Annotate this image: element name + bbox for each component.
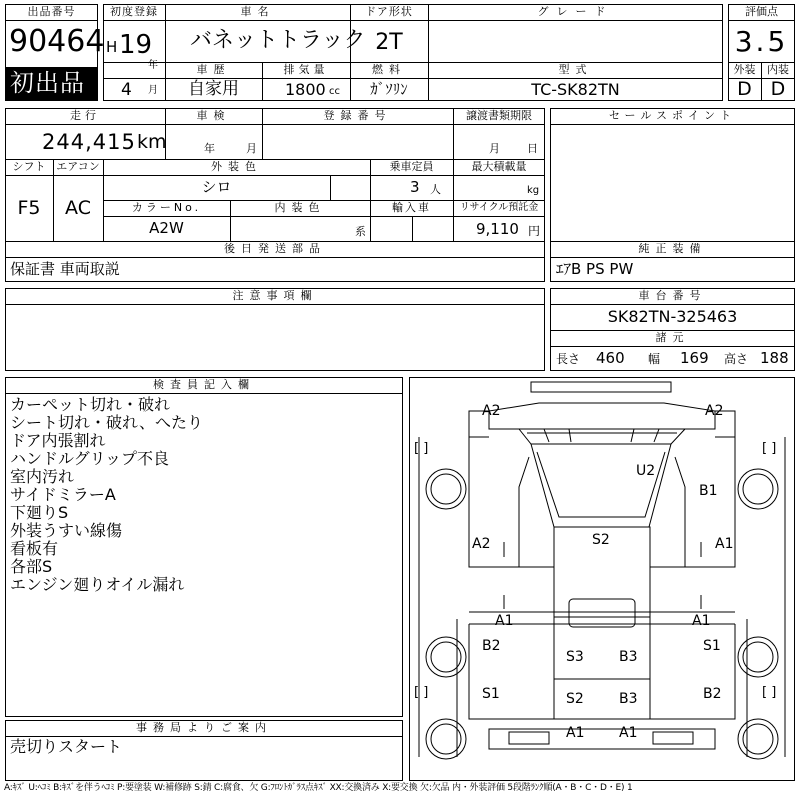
mark-gate-right: B3 — [619, 691, 638, 707]
note-line: シート切れ・破れ、へたり — [10, 413, 203, 432]
mileage-value: 244,415 — [42, 130, 136, 154]
inspection-month-unit: 月 — [246, 142, 257, 155]
mark-front-left: A2 — [482, 403, 501, 419]
model-label: 型式 — [558, 63, 593, 76]
mark-front-right: A2 — [705, 403, 724, 419]
mileage-label: 走行 — [70, 109, 100, 122]
chassis-value: SK82TN-325463 — [607, 307, 738, 326]
interior-color-unit: 系 — [355, 225, 366, 238]
mark-bumper-right: A1 — [619, 725, 638, 741]
mark-sill-right: A1 — [692, 613, 711, 629]
first-reg-label: 初度登録 — [110, 5, 158, 18]
bracket-left: [ ] — [414, 441, 429, 456]
exterior-color-label: 外装色 — [211, 160, 262, 173]
max-load-unit: kg — [527, 185, 540, 196]
width-value: 169 — [680, 349, 709, 367]
first-reg-year: 19 — [119, 30, 153, 60]
inspector-notes — [10, 396, 203, 594]
mark-bed-right: B3 — [619, 649, 638, 665]
first-reg-month: 4 — [121, 80, 132, 100]
mark-hood: U2 — [636, 463, 656, 479]
length-value: 460 — [596, 349, 625, 367]
mark-gate-left: S2 — [566, 691, 584, 707]
interior-color-label: 内装色 — [274, 201, 326, 214]
transfer-day-unit: 日 — [527, 142, 538, 155]
score-value: 3.5 — [734, 25, 789, 58]
interior-score: D — [770, 78, 786, 100]
note-line: 看板有 — [10, 539, 59, 558]
history-value: 自家用 — [188, 79, 239, 99]
ac-value: AC — [65, 197, 91, 219]
sales-points-label: セールスポイント — [608, 109, 736, 122]
lot-number: 90464 — [9, 24, 105, 59]
mark-door-left: A2 — [472, 536, 491, 552]
year-unit: 年 — [148, 60, 158, 71]
height-label: 高さ — [724, 352, 749, 366]
color-no-label: カラーNo. — [131, 201, 202, 214]
shift-value: F5 — [17, 197, 41, 219]
ac-label: エアコン — [56, 160, 100, 173]
model-value: TC-SK82TN — [531, 80, 620, 99]
recycle-value: 9,110 — [476, 220, 519, 238]
transfer-label: 譲渡書類期限 — [466, 109, 532, 122]
equipment-value: ｴｱB PS PW — [556, 260, 634, 278]
fuel-value: ｶﾞｿﾘﾝ — [370, 80, 408, 98]
mark-bed-left: S3 — [566, 649, 584, 665]
mark-rear-left-lower: S1 — [482, 686, 500, 702]
color-no-value: A2W — [149, 219, 184, 237]
note-line: 各部S — [10, 557, 53, 576]
mileage-unit: km — [137, 131, 167, 153]
office-message: 売切りスタート — [10, 737, 123, 756]
displacement-unit: cc — [329, 86, 340, 97]
displacement-value: 1800 — [285, 80, 326, 99]
history-label: 車歴 — [196, 63, 231, 76]
era: H — [106, 38, 118, 56]
exterior-label: 外装 — [733, 63, 756, 76]
month-unit: 月 — [148, 85, 158, 96]
recycle-label: リサイクル預託金 — [459, 202, 539, 213]
import-label: 輸入車 — [392, 201, 431, 214]
displacement-label: 排気量 — [283, 63, 329, 76]
door-value: 2T — [375, 30, 403, 55]
door-label: ドア形状 — [365, 5, 413, 18]
bracket-left-rear: [ ] — [414, 685, 429, 700]
later-parts-label: 後日発送部品 — [224, 242, 326, 255]
bracket-right-rear: [ ] — [762, 685, 777, 700]
car-name-label: 車名 — [240, 5, 275, 18]
note-line: ハンドルグリップ不良 — [10, 449, 170, 468]
mark-sill-left: A1 — [495, 613, 514, 629]
length-label: 長さ — [556, 352, 581, 366]
first-listing-label: 初出品 — [10, 69, 85, 97]
mark-fender-right: B1 — [699, 483, 718, 499]
note-line: ドア内張割れ — [10, 431, 106, 450]
cautions-label: 注意事項欄 — [232, 289, 318, 302]
later-parts-value: 保証書 車両取説 — [10, 260, 120, 278]
transfer-month-unit: 月 — [489, 142, 500, 155]
fuel-label: 燃料 — [372, 63, 406, 76]
chassis-label: 車台番号 — [638, 289, 707, 302]
legend: A:ｷｽﾞ U:ﾍｺﾐ B:ｷｽﾞを伴うﾍｺﾐ P:要塗装 W:補修跡 S:錆 C:腐食、欠 G:ﾌﾛﾝﾄｶﾞﾗｽ点ｷｽﾞ XX:交換済み X:要交換 欠:欠品 内・外装評価 5段階ﾗﾝｸ順(A・B・C・D・E) 1 — [4, 783, 633, 793]
mark-door-right: A1 — [715, 536, 734, 552]
inspection-year-unit: 年 — [204, 142, 215, 155]
interior-label: 内装 — [767, 63, 789, 76]
note-line: 下廻りS — [10, 503, 69, 522]
mark-roof: S2 — [592, 532, 610, 548]
shift-label: シフト — [12, 160, 46, 173]
max-load-label: 最大積載量 — [471, 160, 527, 173]
inspector-label: 検査員記入欄 — [153, 378, 255, 391]
capacity-value: 3 — [410, 178, 420, 196]
inspection-label: 車検 — [196, 109, 231, 122]
registration-label: 登録番号 — [323, 109, 392, 122]
vehicle-diagram — [409, 377, 795, 781]
exterior-score: D — [737, 78, 752, 100]
note-line: エンジン廻りオイル漏れ — [10, 575, 185, 594]
exterior-color-value: シロ — [201, 178, 232, 196]
dimensions-label: 諸元 — [655, 331, 690, 344]
grade-label: グレード — [537, 5, 614, 18]
mark-rear-right-upper: S1 — [703, 638, 721, 654]
capacity-label: 乗車定員 — [389, 160, 434, 173]
note-line: 室内汚れ — [10, 467, 75, 486]
office-label: 事務局よりご案内 — [136, 721, 272, 734]
equipment-label: 純正装備 — [638, 242, 707, 255]
note-line: 外装うすい線傷 — [10, 521, 123, 540]
recycle-unit: 円 — [528, 224, 541, 238]
mark-bumper-left: A1 — [566, 725, 585, 741]
mark-rear-left-upper: B2 — [482, 638, 501, 654]
score-label: 評価点 — [745, 5, 778, 18]
car-name: バネットトラック — [190, 28, 366, 53]
width-label: 幅 — [648, 352, 661, 366]
note-line: サイドミラーA — [10, 485, 116, 504]
note-line: カーペット切れ・破れ — [10, 395, 171, 414]
capacity-unit: 人 — [430, 183, 441, 196]
bracket-right: [ ] — [762, 441, 777, 456]
height-value: 188 — [760, 349, 789, 367]
mark-rear-right-lower: B2 — [703, 686, 722, 702]
lot-number-label: 出品番号 — [27, 5, 76, 18]
